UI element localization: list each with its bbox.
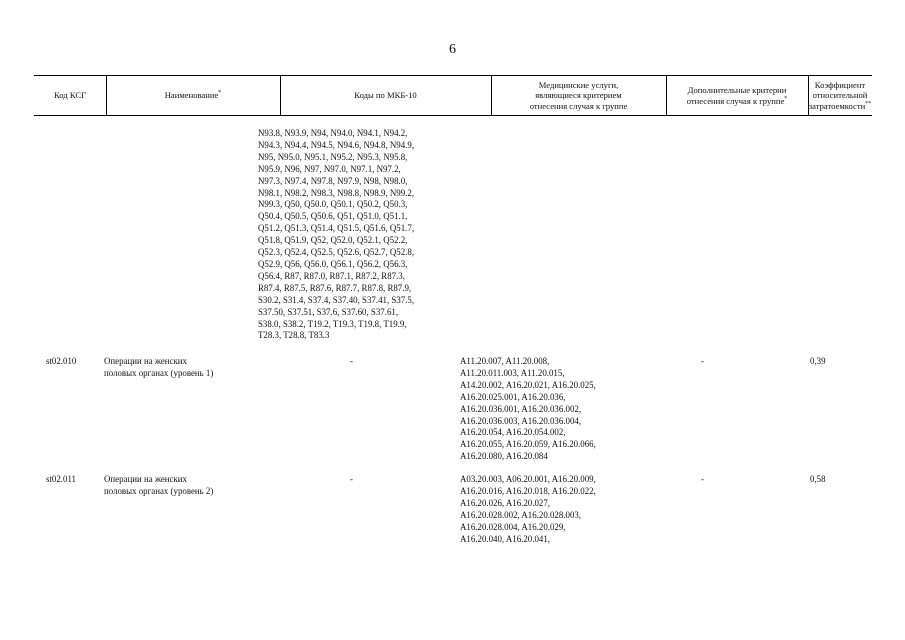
footnote-mark: * (784, 95, 788, 102)
mkb-code-line: N95.9, N96, N97, N97.0, N97.1, N97.2, (258, 163, 401, 174)
mkb-codes: - (350, 356, 353, 366)
ksg-name-line: Операции на женских (104, 356, 187, 366)
mkb-code-line: R87.4, R87.5, R87.6, R87.7, R87.8, R87.9, (258, 282, 412, 293)
header-services (491, 76, 666, 115)
mkb-code-line: N94.3, N94.4, N94.5, N94.6, N94.8, N94.9, (258, 139, 415, 150)
mkb-code-line: N99.3, Q50, Q50.0, Q50.1, Q50.2, Q50.3, (258, 199, 408, 210)
header-name (106, 76, 280, 115)
mkb-code-line: S30.2, S31.4, S37.4, S37.40, S37.41, S37.5, (258, 294, 415, 305)
service-code-line: A03.20.003, A06.20.001, A16.20.009, (460, 474, 596, 484)
footnote-mark: * (218, 90, 222, 97)
mkb-code-line: T28.3, T28.8, T83.3 (258, 330, 330, 341)
table-header (34, 75, 872, 116)
mkb-code-line: S38.0, S38.2, T19.2, T19.3, T19.8, T19.9, (258, 318, 407, 329)
footnote-mark: ** (865, 100, 872, 107)
medical-services (460, 474, 596, 545)
service-code-line: A16.20.036.001, A16.20.036.002, (460, 403, 582, 414)
ksg-name-line: Операции на женских (104, 474, 187, 484)
service-code-line: A16.20.028.002, A16.20.028.003, (460, 509, 582, 520)
ksg-name (104, 356, 213, 380)
header-coef-line: затратоемкости (808, 100, 866, 111)
header-services-line: являющиеся критерием (535, 90, 622, 101)
mkb-code-line: N98.1, N98.2, N98.3, N98.8, N98.9, N99.2, (258, 187, 415, 198)
header-coef-line: Коэффициент (814, 79, 866, 90)
header-additional-line: Дополнительные критерии (687, 85, 787, 95)
cost-coefficient: 0,58 (810, 474, 826, 484)
mkb-code-line: Q50.4, Q50.5, Q50.6, Q51, Q51.0, Q51.1, (258, 211, 408, 222)
mkb-code-line: Q56.4, R87, R87.0, R87.1, R87.2, R87.3, (258, 270, 405, 281)
mkb-code-line: N97.3, N97.4, N97.8, N97.9, N98, N98.0, (258, 175, 408, 186)
service-code-line: A11.20.007, A11.20.008, (460, 356, 550, 366)
service-code-line: A16.20.036.003, A16.20.036.004, (460, 415, 582, 426)
header-code-label: Код КСГ (53, 90, 87, 101)
mkb-code-line: S37.50, S37.51, S37.6, S37.60, S37.61, (258, 306, 399, 317)
ksg-name-line: половых органах (уровень 2) (104, 485, 214, 496)
mkb-codes-continuation (258, 128, 414, 342)
service-code-line: A16.20.016, A16.20.018, A16.20.022, (460, 485, 596, 496)
header-mkb-label: Коды по МКБ-10 (354, 90, 417, 101)
service-code-line: A16.20.080, A16.20.084 (460, 451, 548, 462)
mkb-codes: - (350, 474, 353, 484)
service-code-line: A14.20.002, A16.20.021, A16.20.025, (460, 379, 596, 390)
ksg-code: st02.011 (46, 474, 76, 484)
header-code (34, 76, 106, 115)
service-code-line: A16.20.028.004, A16.20.029, (460, 521, 566, 532)
mkb-code-line: Q51.2, Q51.3, Q51.4, Q51.5, Q51.6, Q51.7, (258, 223, 415, 234)
service-code-line: A16.20.040, A16.20.041, (460, 533, 550, 544)
header-services-line: отнесения случая к группе (529, 100, 628, 111)
medical-services (460, 356, 596, 463)
header-services-line: Медицинские услуги, (538, 79, 619, 90)
header-additional-line: отнесения случая к группе (686, 95, 785, 106)
header-name-label: Наименование (164, 90, 219, 101)
header-coef-line: относительной (812, 90, 868, 101)
mkb-code-line: N95, N95.0, N95.1, N95.2, N95.3, N95.8, (258, 151, 408, 162)
additional-criteria: - (701, 356, 704, 366)
service-code-line: A16.20.025.001, A16.20.036, (460, 391, 566, 402)
page-number: 6 (449, 42, 456, 57)
header-additional (666, 76, 808, 115)
service-code-line: A16.20.026, A16.20.027, (460, 497, 550, 508)
header-coef (808, 76, 872, 115)
mkb-code-line: Q51.8, Q51.9, Q52, Q52.0, Q52.1, Q52.2, (258, 235, 408, 246)
ksg-code: st02.010 (46, 356, 77, 366)
service-code-line: A16.20.054, A16.20.054.002, (460, 427, 566, 438)
mkb-code-line: Q52.9, Q56, Q56.0, Q56.1, Q56.2, Q56.3, (258, 258, 408, 269)
ksg-name-line: половых органах (уровень 1) (104, 367, 214, 378)
additional-criteria: - (701, 474, 704, 484)
service-code-line: A16.20.055, A16.20.059, A16.20.066, (460, 439, 596, 450)
header-mkb (280, 76, 491, 115)
mkb-code-line: Q52.3, Q52.4, Q52.5, Q52.6, Q52.7, Q52.8, (258, 247, 415, 258)
ksg-name (104, 474, 213, 498)
service-code-line: A11.20.011.003, A11.20.015, (460, 367, 565, 378)
cost-coefficient: 0,39 (810, 356, 826, 366)
mkb-code-line: N93.8, N93.9, N94, N94.0, N94.1, N94.2, (258, 128, 408, 138)
